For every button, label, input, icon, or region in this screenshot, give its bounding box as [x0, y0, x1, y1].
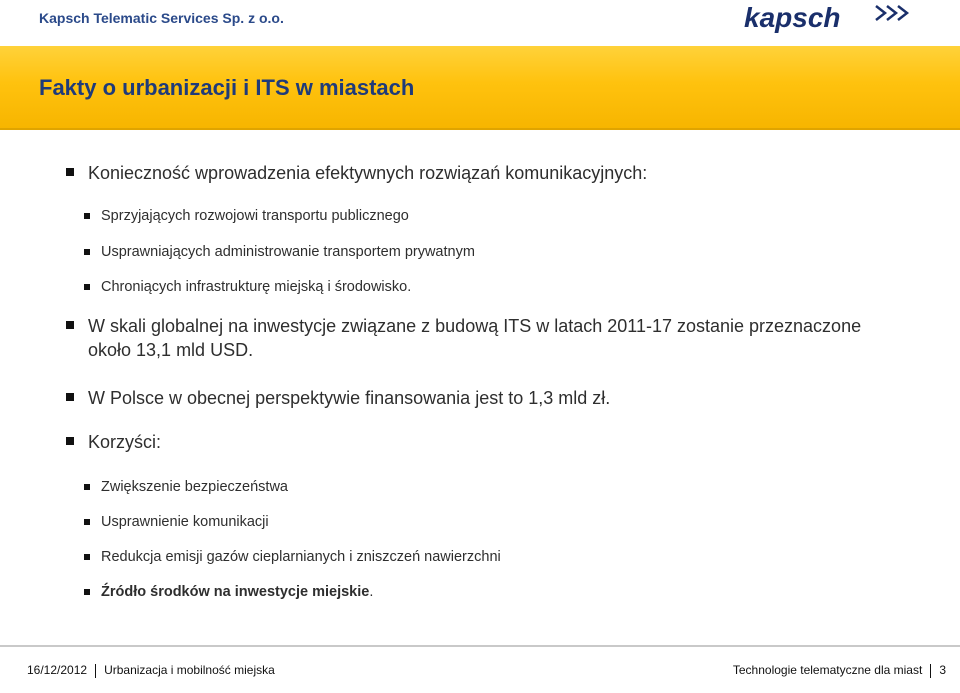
sub-bullet-item: [84, 478, 288, 497]
bullet-text: W skali globalnej na inwestycje związane z budową ITS w latach 2011-17 zostanie przeznaczone około 13,1 mld USD.: [88, 316, 862, 360]
footer-topic: Urbanizacja i mobilność miejska: [104, 663, 275, 677]
bullet-item: [66, 386, 610, 410]
square-bullet-icon: [84, 554, 90, 560]
square-bullet-icon: [84, 589, 90, 595]
bullet-text: W Polsce w obecnej perspektywie finansowania jest to 1,3 mld zł.: [88, 388, 611, 408]
bullet-text: Chroniących infrastrukturę miejską i środowisko.: [101, 279, 412, 295]
bullet-text: Zwiększenie bezpieczeństwa: [101, 479, 288, 495]
bullet-item: [66, 314, 866, 362]
bullet-text: Redukcja emisji gazów cieplarnianych i zniszczeń nawierzchni: [101, 549, 501, 565]
title-band: [0, 46, 960, 130]
square-bullet-icon: [66, 321, 74, 329]
kapsch-logo-text: kapsch: [744, 2, 841, 33]
bullet-text: Konieczność wprowadzenia efektywnych rozwiązań komunikacyjnych:: [88, 163, 648, 183]
square-bullet-icon: [84, 213, 90, 219]
bullet-item: [66, 161, 647, 185]
footer-date: 16/12/2012: [27, 663, 88, 677]
bullet-text: Sprzyjających rozwojowi transportu publicznego: [101, 208, 409, 224]
square-bullet-icon: [84, 249, 90, 255]
footer-separator: [930, 664, 931, 678]
sub-bullet-item: [84, 583, 373, 602]
page-number: 3: [939, 663, 946, 677]
square-bullet-icon: [66, 437, 74, 445]
bullet-text: Usprawnienie komunikacji: [101, 514, 269, 530]
square-bullet-icon: [66, 393, 74, 401]
footer-left: [27, 663, 275, 678]
footer-event: Technologie telematyczne dla miast: [732, 663, 923, 677]
square-bullet-icon: [84, 284, 90, 290]
sub-bullet-item: [84, 548, 501, 567]
square-bullet-icon: [66, 168, 74, 176]
chevrons-icon: [876, 6, 907, 20]
sub-bullet-item: [84, 513, 269, 532]
bullet-text: Usprawniających administrowanie transportem prywatnym: [101, 244, 475, 260]
bullet-text-suffix: .: [369, 584, 374, 600]
bullet-item: [66, 430, 161, 454]
footer-right: [733, 663, 946, 678]
sub-bullet-item: [84, 278, 411, 297]
footer-separator: [95, 664, 96, 678]
square-bullet-icon: [84, 519, 90, 525]
kapsch-logo: [742, 2, 942, 36]
company-name: Kapsch Telematic Services Sp. z o.o.: [39, 10, 284, 26]
sub-bullet-item: [84, 243, 475, 262]
sub-bullet-item: [84, 207, 409, 226]
bullet-text: Korzyści:: [88, 432, 162, 452]
square-bullet-icon: [84, 484, 90, 490]
bullet-text-bold: Źródło środków na inwestycje miejskie: [101, 584, 370, 600]
slide-title: Fakty o urbanizacji i ITS w miastach: [39, 75, 415, 100]
slide-footer: [0, 645, 960, 693]
